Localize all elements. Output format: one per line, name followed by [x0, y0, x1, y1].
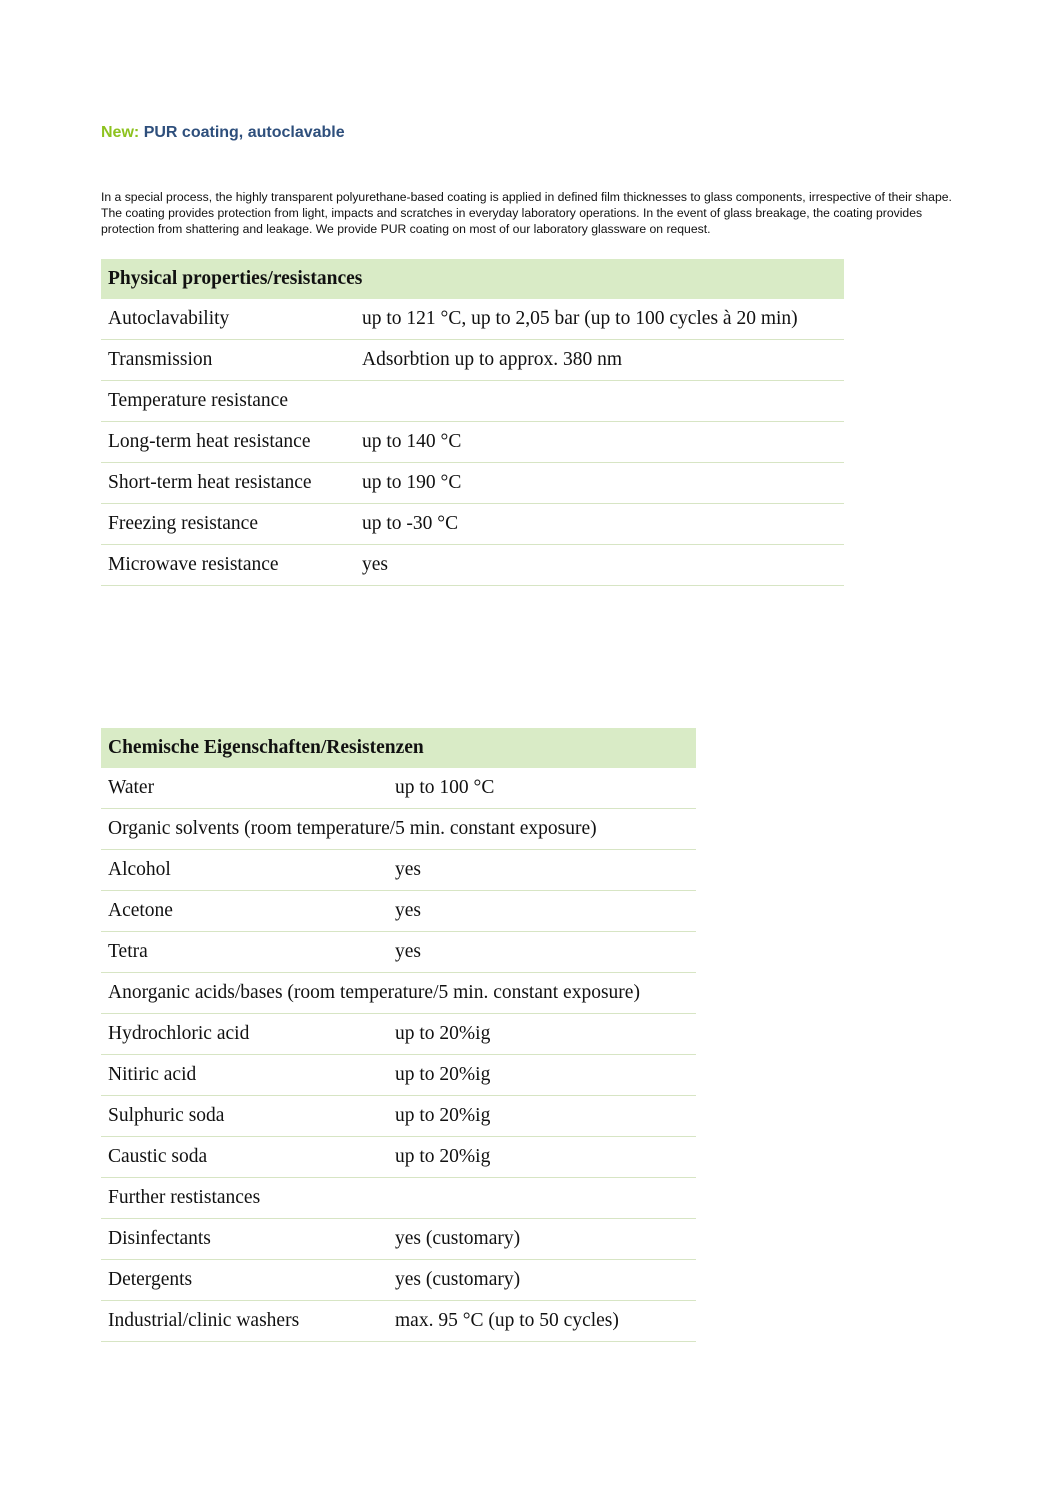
physical-properties-table [101, 259, 844, 586]
property-label: Temperature resistance [101, 381, 355, 422]
property-value: up to 20%ig [388, 1055, 696, 1096]
property-label: Microwave resistance [101, 545, 355, 586]
property-value: up to 20%ig [388, 1096, 696, 1137]
table-row [101, 850, 696, 891]
table-row [101, 932, 696, 973]
property-value: up to 20%ig [388, 1137, 696, 1178]
table-row [101, 1219, 696, 1260]
property-value: yes (customary) [388, 1219, 696, 1260]
property-value: up to 20%ig [388, 1014, 696, 1055]
property-value: up to 190 °C [355, 463, 844, 504]
property-label: Nitiric acid [101, 1055, 388, 1096]
property-value: Adsorbtion up to approx. 380 nm [355, 340, 844, 381]
property-value: up to 121 °C, up to 2,05 bar (up to 100 cycles à 20 min) [355, 299, 844, 340]
property-label: Short-term heat resistance [101, 463, 355, 504]
property-value: yes (customary) [388, 1260, 696, 1301]
property-value: yes [355, 545, 844, 586]
property-label: Organic solvents (room temperature/5 min. constant exposure) [101, 809, 696, 850]
property-label: Sulphuric soda [101, 1096, 388, 1137]
table-row [101, 504, 844, 545]
table-row [101, 1178, 696, 1219]
table-row [101, 768, 696, 809]
property-label: Anorganic acids/bases (room temperature/5 min. constant exposure) [101, 973, 696, 1014]
table-row [101, 1137, 696, 1178]
property-label: Tetra [101, 932, 388, 973]
property-label: Long-term heat resistance [101, 422, 355, 463]
property-label: Caustic soda [101, 1137, 388, 1178]
table-row [101, 463, 844, 504]
property-label: Transmission [101, 340, 355, 381]
page-title: PUR coating, autoclavable [143, 124, 345, 141]
new-label: New: [101, 124, 140, 141]
property-label: Detergents [101, 1260, 388, 1301]
property-label: Disinfectants [101, 1219, 388, 1260]
property-value: up to 100 °C [388, 768, 696, 809]
property-value: max. 95 °C (up to 50 cycles) [388, 1301, 696, 1342]
table-row [101, 809, 696, 850]
table-row [101, 973, 696, 1014]
property-label: Acetone [101, 891, 388, 932]
property-value: yes [388, 932, 696, 973]
intro-paragraph: In a special process, the highly transparent polyurethane-based coating is applied in defined film thicknesses to glass components, irrespective of their shape. The coating provides protection from light, impacts and scratches in everyday laboratory operations. In the event of glass breakage, the coating provides protection from shattering and leakage. We provide PUR coating on most of our laboratory glassware on request. [101, 190, 952, 236]
property-label: Hydrochloric acid [101, 1014, 388, 1055]
table-row [101, 422, 844, 463]
property-value: yes [388, 891, 696, 932]
property-label: Industrial/clinic washers [101, 1301, 388, 1342]
table-row [101, 299, 844, 340]
table-row [101, 381, 844, 422]
table-row [101, 340, 844, 381]
table-row [101, 1301, 696, 1342]
table-row [101, 1014, 696, 1055]
table-row [101, 545, 844, 586]
property-label: Freezing resistance [101, 504, 355, 545]
property-value: up to -30 °C [355, 504, 844, 545]
physical-table-header: Physical properties/resistances [101, 259, 844, 299]
table-row [101, 891, 696, 932]
chemical-table-header: Chemische Eigenschaften/Resistenzen [101, 728, 696, 768]
property-label: Further restistances [101, 1178, 696, 1219]
property-label: Alcohol [101, 850, 388, 891]
property-label: Autoclavability [101, 299, 355, 340]
property-value: up to 140 °C [355, 422, 844, 463]
chemical-properties-table [101, 728, 696, 1342]
page-heading [101, 124, 345, 142]
property-label: Water [101, 768, 388, 809]
table-row [101, 1260, 696, 1301]
property-value: yes [388, 850, 696, 891]
table-row [101, 1055, 696, 1096]
table-row [101, 1096, 696, 1137]
property-value [355, 381, 844, 422]
